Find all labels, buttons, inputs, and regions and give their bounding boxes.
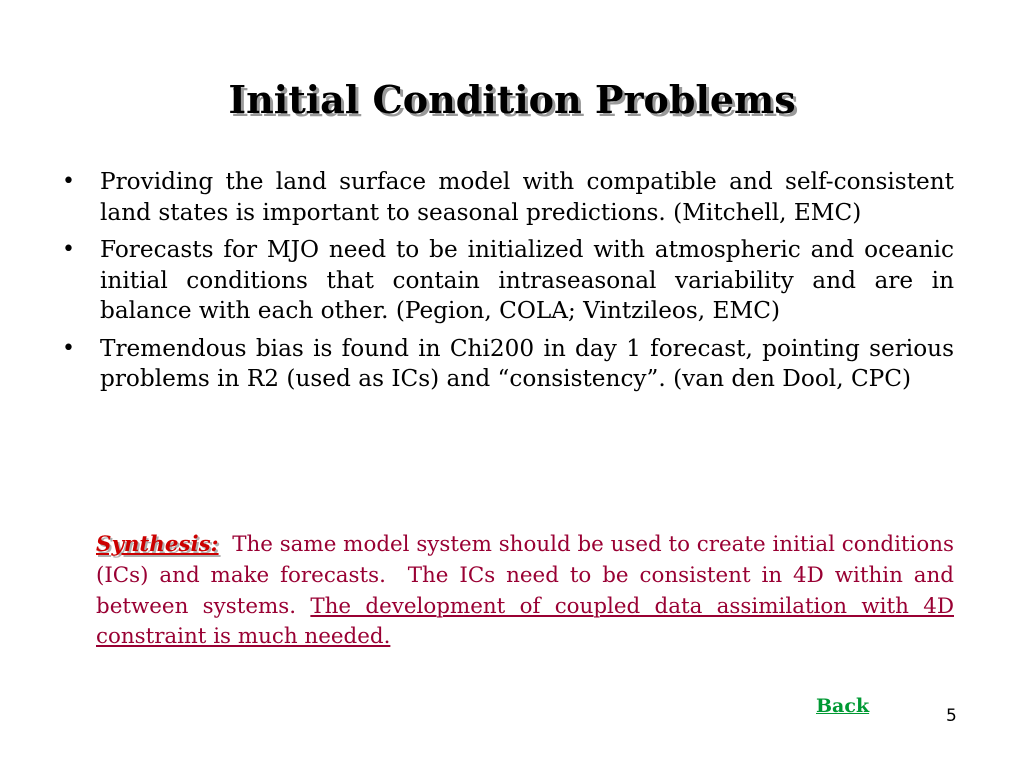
bullet-marker: • [62, 169, 75, 194]
slide-title: Initial Condition Problems [228, 77, 796, 122]
page-number: 5 [946, 706, 957, 726]
synthesis-body: The same model system should be used to create initial conditions (ICs) and make forecasts. The ICs need to be consistent in 4D within and between systems. [96, 532, 961, 619]
bullet-marker: • [62, 237, 75, 262]
bullet-item-chi200 [62, 334, 954, 395]
back-link[interactable]: Back [816, 695, 870, 717]
synthesis-conclusion: The development of coupled data assimilation with 4D constraint is much needed. [96, 593, 954, 650]
bullet-text: Tremendous bias is found in Chi200 in day 1 forecast, pointing serious problems in R2 (used as ICs) and “consistency”. (van den Dool, CPC) [100, 334, 954, 392]
bullet-text: Forecasts for MJO need to be initialized with atmospheric and oceanic initial conditions that contain intraseasonal variability and are in balance with each other. (Pegion, COLA; Vintzileos, EMC) [100, 236, 954, 324]
synthesis-paragraph [96, 530, 961, 653]
bullet-item-land-surface [62, 167, 954, 228]
bullet-list [62, 167, 954, 402]
bullet-text: Providing the land surface model with compatible and self-consistent land states is important to seasonal predictions. (Mitchell, EMC) [100, 168, 954, 226]
bullet-marker: • [62, 335, 75, 361]
synthesis-label: Synthesis: [96, 532, 219, 557]
bullet-item-mjo [62, 235, 954, 327]
